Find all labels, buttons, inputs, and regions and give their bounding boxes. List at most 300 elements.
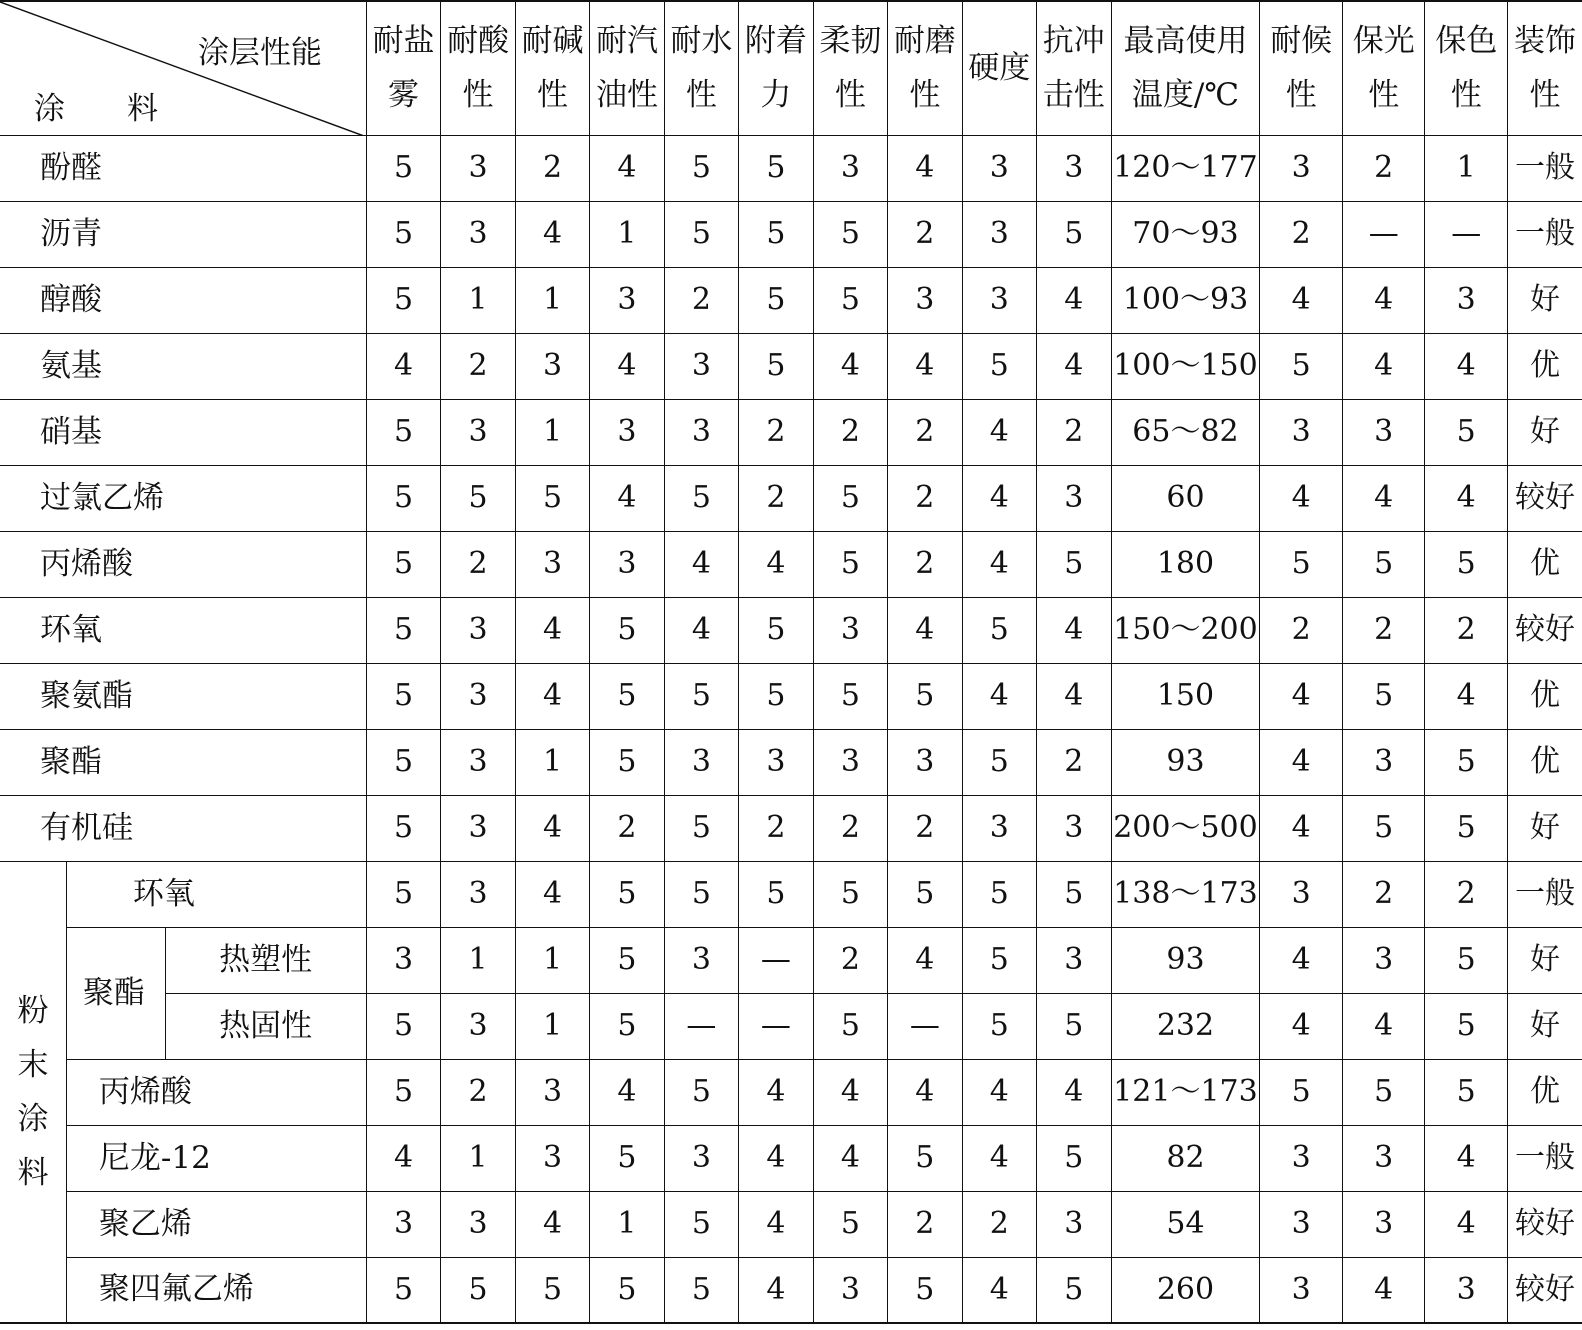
table-row (0, 399, 1582, 465)
value-cell: 3 (515, 333, 589, 399)
value-cell: 70～93 (1111, 201, 1260, 267)
value-cell: 100～93 (1111, 267, 1260, 333)
coating-name: 沥青 (0, 201, 366, 267)
value-cell: 5 (888, 1125, 962, 1191)
value-cell: 2 (590, 795, 664, 861)
table-row (0, 1191, 1582, 1257)
powder-group-char: 涂 (17, 1100, 49, 1137)
polyester-group-label: 聚酯 (66, 927, 165, 1059)
value-cell: 2 (1342, 135, 1425, 201)
value-cell: 5 (1425, 993, 1508, 1059)
column-header-line: 油性 (595, 77, 658, 114)
value-cell: 5 (1037, 993, 1111, 1059)
value-cell: 5 (1260, 333, 1343, 399)
coating-name: 环氧 (0, 597, 366, 663)
column-header (739, 1, 813, 135)
column-header (664, 1, 738, 135)
value-cell: 3 (1342, 399, 1425, 465)
value-cell: 5 (366, 267, 440, 333)
corner-label-property: 涂层性能 (198, 35, 322, 71)
value-cell: 200～500 (1111, 795, 1260, 861)
column-header-line: 性 (685, 77, 717, 114)
column-header-line: 耐磨 (893, 23, 956, 60)
value-cell: 5 (664, 201, 738, 267)
column-header-line: 装饰 (1513, 23, 1576, 60)
column-header-line: 性 (909, 77, 941, 114)
column-header-line: 抗冲 (1042, 23, 1105, 60)
column-header-line: 硬度 (968, 50, 1031, 87)
value-cell: 4 (1342, 1257, 1425, 1323)
value-cell: 4 (590, 1059, 664, 1125)
value-cell: 2 (441, 531, 515, 597)
value-cell: 4 (888, 1059, 962, 1125)
value-cell: 4 (590, 333, 664, 399)
value-cell: 93 (1111, 927, 1260, 993)
value-cell: 1 (441, 267, 515, 333)
value-cell: 4 (1342, 267, 1425, 333)
value-cell: 121～173 (1111, 1059, 1260, 1125)
value-cell: 2 (739, 399, 813, 465)
value-cell: 3 (1260, 399, 1343, 465)
column-header-line: 附着 (744, 23, 807, 60)
value-cell: 3 (962, 201, 1036, 267)
value-cell: 3 (1425, 1257, 1508, 1323)
value-cell: 1 (1425, 135, 1508, 201)
column-header (962, 1, 1036, 135)
value-cell: 4 (515, 663, 589, 729)
value-cell: 3 (962, 267, 1036, 333)
value-cell: 5 (888, 861, 962, 927)
value-cell: 5 (515, 465, 589, 531)
value-cell: 2 (1342, 861, 1425, 927)
value-cell: 4 (1037, 663, 1111, 729)
value-cell: 5 (590, 861, 664, 927)
powder-coating-group-label (0, 861, 66, 1323)
value-cell: 一般 (1507, 1125, 1582, 1191)
value-cell: 5 (664, 861, 738, 927)
value-cell: 3 (888, 267, 962, 333)
column-header-line: 击性 (1042, 77, 1105, 114)
value-cell: 3 (441, 993, 515, 1059)
value-cell: 5 (1425, 531, 1508, 597)
value-cell: 2 (888, 201, 962, 267)
column-header-line: 性 (1285, 77, 1317, 114)
value-cell: 5 (1260, 531, 1343, 597)
value-cell: 4 (962, 1125, 1036, 1191)
value-cell: 5 (962, 927, 1036, 993)
value-cell: 82 (1111, 1125, 1260, 1191)
value-cell: 4 (1260, 465, 1343, 531)
powder-group-char: 粉 (17, 992, 49, 1029)
column-header-line: 力 (760, 77, 792, 114)
table-row (0, 267, 1582, 333)
value-cell: 4 (1260, 663, 1343, 729)
value-cell: 5 (739, 201, 813, 267)
value-cell: 1 (515, 993, 589, 1059)
value-cell: 3 (813, 1257, 887, 1323)
value-cell: 4 (739, 1059, 813, 1125)
value-cell: 54 (1111, 1191, 1260, 1257)
value-cell: 5 (1342, 663, 1425, 729)
value-cell: 4 (590, 135, 664, 201)
value-cell: 4 (1425, 1125, 1508, 1191)
table-row (0, 1257, 1582, 1323)
value-cell: 4 (739, 531, 813, 597)
value-cell: 2 (1342, 597, 1425, 663)
coating-subtype-name: 热塑性 (165, 927, 366, 993)
value-cell: — (888, 993, 962, 1059)
value-cell: 3 (1037, 795, 1111, 861)
value-cell: 4 (1260, 795, 1343, 861)
value-cell: 4 (888, 927, 962, 993)
value-cell: 5 (664, 1191, 738, 1257)
column-header (1507, 1, 1582, 135)
value-cell: 3 (1260, 135, 1343, 201)
value-cell: 2 (888, 465, 962, 531)
column-header (366, 1, 440, 135)
value-cell: 2 (1260, 201, 1343, 267)
value-cell: 优 (1507, 663, 1582, 729)
value-cell: 好 (1507, 927, 1582, 993)
column-header (888, 1, 962, 135)
value-cell: 3 (1260, 1257, 1343, 1323)
column-header (813, 1, 887, 135)
value-cell: 150 (1111, 663, 1260, 729)
value-cell: 3 (888, 729, 962, 795)
coating-name: 有机硅 (0, 795, 366, 861)
value-cell: 4 (1425, 465, 1508, 531)
table-row (0, 927, 1582, 993)
value-cell: — (1342, 201, 1425, 267)
value-cell: 4 (739, 1257, 813, 1323)
value-cell: 5 (366, 597, 440, 663)
coating-name: 尼龙-12 (66, 1125, 366, 1191)
value-cell: 4 (888, 135, 962, 201)
value-cell: 5 (813, 1191, 887, 1257)
column-header-line: 保光 (1352, 23, 1415, 60)
value-cell: 100～150 (1111, 333, 1260, 399)
value-cell: 3 (590, 531, 664, 597)
value-cell: 3 (962, 135, 1036, 201)
value-cell: 1 (515, 729, 589, 795)
column-header (1342, 1, 1425, 135)
value-cell: 4 (1425, 1191, 1508, 1257)
value-cell: 4 (888, 597, 962, 663)
value-cell: 4 (813, 1059, 887, 1125)
column-header-line: 保色 (1435, 23, 1498, 60)
coating-name: 酚醛 (0, 135, 366, 201)
value-cell: 2 (888, 399, 962, 465)
value-cell: 3 (515, 1125, 589, 1191)
value-cell: 2 (813, 795, 887, 861)
column-header-line: 性 (1450, 77, 1482, 114)
column-header-line: 耐候 (1270, 23, 1333, 60)
value-cell: 3 (441, 729, 515, 795)
value-cell: 5 (1342, 531, 1425, 597)
value-cell: 4 (664, 597, 738, 663)
value-cell: 优 (1507, 1059, 1582, 1125)
value-cell: 4 (813, 333, 887, 399)
value-cell: 4 (1260, 927, 1343, 993)
column-header-line: 耐水 (670, 23, 733, 60)
coating-name: 丙烯酸 (0, 531, 366, 597)
value-cell: 5 (590, 993, 664, 1059)
value-cell: 1 (515, 267, 589, 333)
value-cell: 5 (366, 729, 440, 795)
column-header (1260, 1, 1343, 135)
coating-name: 聚四氟乙烯 (66, 1257, 366, 1323)
table-row (0, 861, 1582, 927)
column-header (1111, 1, 1260, 135)
value-cell: 优 (1507, 531, 1582, 597)
value-cell: 4 (664, 531, 738, 597)
value-cell: 5 (962, 597, 1036, 663)
value-cell: 4 (962, 1059, 1036, 1125)
value-cell: 2 (739, 795, 813, 861)
value-cell: 较好 (1507, 1191, 1582, 1257)
value-cell: 好 (1507, 993, 1582, 1059)
value-cell: 5 (813, 465, 887, 531)
value-cell: — (1425, 201, 1508, 267)
table-row (0, 1059, 1582, 1125)
value-cell: 5 (962, 861, 1036, 927)
value-cell: — (664, 993, 738, 1059)
value-cell: 5 (366, 531, 440, 597)
value-cell: 4 (1037, 333, 1111, 399)
coating-name: 聚乙烯 (66, 1191, 366, 1257)
value-cell: 5 (1425, 1059, 1508, 1125)
value-cell: 4 (739, 1125, 813, 1191)
value-cell: 5 (813, 663, 887, 729)
value-cell: 5 (366, 1059, 440, 1125)
value-cell: 4 (1260, 993, 1343, 1059)
value-cell: 4 (515, 597, 589, 663)
value-cell: 1 (590, 201, 664, 267)
value-cell: 3 (664, 729, 738, 795)
value-cell: 2 (1425, 861, 1508, 927)
value-cell: 5 (1425, 927, 1508, 993)
value-cell: 3 (664, 399, 738, 465)
value-cell: 2 (1037, 399, 1111, 465)
value-cell: 3 (441, 795, 515, 861)
value-cell: 4 (515, 201, 589, 267)
value-cell: 3 (441, 399, 515, 465)
column-header (515, 1, 589, 135)
table-row (0, 201, 1582, 267)
value-cell: 4 (366, 333, 440, 399)
value-cell: 较好 (1507, 1257, 1582, 1323)
value-cell: 5 (590, 1125, 664, 1191)
table-row (0, 1125, 1582, 1191)
value-cell: 5 (590, 927, 664, 993)
value-cell: 5 (1037, 201, 1111, 267)
value-cell: 一般 (1507, 135, 1582, 201)
value-cell: 4 (515, 861, 589, 927)
column-header-line: 雾 (388, 77, 420, 114)
value-cell: 2 (1260, 597, 1343, 663)
column-header-line: 最高使用 (1123, 23, 1248, 60)
column-header (441, 1, 515, 135)
value-cell: 4 (1425, 663, 1508, 729)
value-cell: 5 (1037, 1125, 1111, 1191)
value-cell: 2 (888, 531, 962, 597)
column-header-line: 性 (1529, 77, 1561, 114)
value-cell: 3 (813, 729, 887, 795)
value-cell: 5 (366, 993, 440, 1059)
table-row (0, 597, 1582, 663)
column-header (1425, 1, 1508, 135)
value-cell: 2 (1037, 729, 1111, 795)
value-cell: 2 (813, 927, 887, 993)
value-cell: 4 (1037, 597, 1111, 663)
value-cell: 4 (1037, 1059, 1111, 1125)
value-cell: 65～82 (1111, 399, 1260, 465)
value-cell: 260 (1111, 1257, 1260, 1323)
column-header-line: 耐汽 (595, 23, 658, 60)
value-cell: 1 (590, 1191, 664, 1257)
table-row (0, 531, 1582, 597)
table-row (0, 663, 1582, 729)
value-cell: 2 (962, 1191, 1036, 1257)
value-cell: 较好 (1507, 465, 1582, 531)
column-header-line: 耐盐 (372, 23, 435, 60)
value-cell: 180 (1111, 531, 1260, 597)
column-header-line: 耐酸 (447, 23, 510, 60)
value-cell: 5 (962, 333, 1036, 399)
value-cell: 4 (1260, 729, 1343, 795)
value-cell: 2 (515, 135, 589, 201)
value-cell: 3 (664, 927, 738, 993)
table-row (0, 465, 1582, 531)
value-cell: 1 (441, 1125, 515, 1191)
value-cell: 4 (962, 1257, 1036, 1323)
value-cell: 5 (441, 1257, 515, 1323)
value-cell: 5 (813, 531, 887, 597)
value-cell: 5 (1425, 729, 1508, 795)
value-cell: 4 (739, 1191, 813, 1257)
coating-name: 氨基 (0, 333, 366, 399)
value-cell: 5 (664, 1059, 738, 1125)
value-cell: 一般 (1507, 201, 1582, 267)
value-cell: 3 (1260, 861, 1343, 927)
value-cell: 5 (739, 333, 813, 399)
value-cell: 3 (813, 135, 887, 201)
value-cell: 5 (739, 663, 813, 729)
value-cell: 1 (515, 399, 589, 465)
column-header-line: 柔韧 (819, 23, 882, 60)
coating-name: 聚氨酯 (0, 663, 366, 729)
value-cell: 5 (664, 465, 738, 531)
table-row (0, 729, 1582, 795)
value-cell: 120～177 (1111, 135, 1260, 201)
value-cell: 5 (888, 663, 962, 729)
value-cell: 3 (1037, 135, 1111, 201)
value-cell: 5 (739, 597, 813, 663)
corner-header-cell (0, 1, 366, 135)
value-cell: 2 (739, 465, 813, 531)
powder-group-char: 料 (17, 1154, 49, 1191)
column-header (1037, 1, 1111, 135)
value-cell: 5 (664, 135, 738, 201)
value-cell: 3 (366, 927, 440, 993)
value-cell: 3 (1260, 1191, 1343, 1257)
value-cell: 4 (962, 663, 1036, 729)
column-header-line: 耐碱 (521, 23, 584, 60)
value-cell: 5 (366, 465, 440, 531)
coating-name: 硝基 (0, 399, 366, 465)
value-cell: 3 (962, 795, 1036, 861)
value-cell: 4 (1260, 267, 1343, 333)
value-cell: 5 (366, 1257, 440, 1323)
value-cell: 5 (366, 795, 440, 861)
value-cell: 5 (1342, 795, 1425, 861)
value-cell: 3 (515, 1059, 589, 1125)
value-cell: 一般 (1507, 861, 1582, 927)
value-cell: 3 (1342, 1125, 1425, 1191)
value-cell: 60 (1111, 465, 1260, 531)
value-cell: 5 (1037, 1257, 1111, 1323)
value-cell: 4 (1342, 333, 1425, 399)
header-row (0, 1, 1582, 135)
value-cell: 3 (441, 861, 515, 927)
value-cell: 4 (366, 1125, 440, 1191)
value-cell: 5 (813, 993, 887, 1059)
value-cell: 2 (813, 399, 887, 465)
value-cell: 1 (515, 927, 589, 993)
value-cell: 3 (813, 597, 887, 663)
corner-label-coating: 涂料 (34, 91, 220, 127)
coating-name: 丙烯酸 (66, 1059, 366, 1125)
value-cell: 5 (441, 465, 515, 531)
table-row (0, 993, 1582, 1059)
value-cell: 3 (1342, 729, 1425, 795)
value-cell: 4 (1037, 267, 1111, 333)
value-cell: 5 (664, 795, 738, 861)
value-cell: 好 (1507, 267, 1582, 333)
table-body (0, 135, 1582, 1323)
value-cell: 3 (441, 1191, 515, 1257)
value-cell: 1 (441, 927, 515, 993)
value-cell: 5 (366, 861, 440, 927)
column-header-line: 性 (1368, 77, 1400, 114)
column-header-line: 性 (536, 77, 568, 114)
value-cell: 2 (664, 267, 738, 333)
value-cell: 2 (441, 333, 515, 399)
value-cell: 3 (1037, 927, 1111, 993)
coating-name: 环氧 (66, 861, 366, 927)
value-cell: 5 (739, 135, 813, 201)
coating-subtype-name: 热固性 (165, 993, 366, 1059)
value-cell: 4 (962, 465, 1036, 531)
value-cell: 5 (590, 597, 664, 663)
coating-name: 聚酯 (0, 729, 366, 795)
value-cell: 5 (813, 201, 887, 267)
value-cell: 3 (664, 1125, 738, 1191)
value-cell: 4 (515, 1191, 589, 1257)
value-cell: 5 (888, 1257, 962, 1323)
value-cell: 5 (1037, 861, 1111, 927)
value-cell: 4 (515, 795, 589, 861)
value-cell: 5 (664, 663, 738, 729)
coating-name: 醇酸 (0, 267, 366, 333)
column-header-line: 性 (462, 77, 494, 114)
value-cell: 5 (366, 201, 440, 267)
value-cell: 5 (664, 1257, 738, 1323)
value-cell: — (739, 927, 813, 993)
value-cell: 2 (888, 795, 962, 861)
value-cell: 5 (962, 993, 1036, 1059)
value-cell: 138～173 (1111, 861, 1260, 927)
